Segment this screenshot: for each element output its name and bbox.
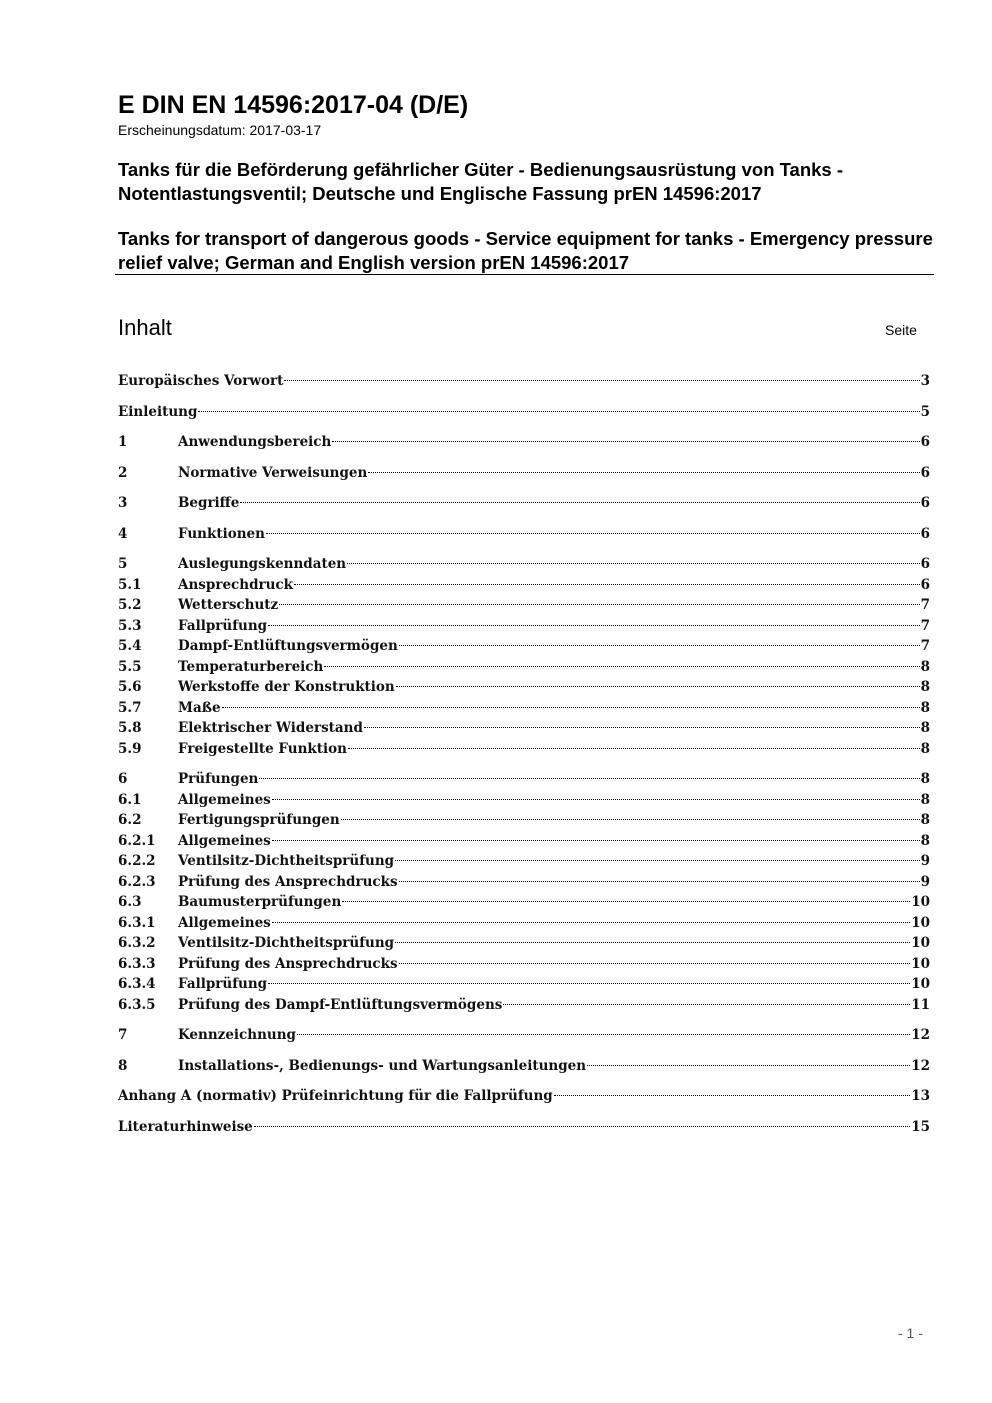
- toc-entry-title: Prüfung des Dampf-Entlüftungsvermögens: [178, 996, 503, 1013]
- toc-entry-page: 15: [911, 1118, 930, 1135]
- toc-entry-page: 9: [920, 873, 930, 890]
- toc-entry[interactable]: [118, 1025, 930, 1046]
- toc-entry-page: 13: [911, 1088, 930, 1104]
- toc-entry[interactable]: [118, 718, 930, 739]
- toc-entry-page: 10: [911, 894, 930, 910]
- toc-entry-page: 10: [911, 935, 930, 951]
- toc-entry-page: 8: [920, 740, 930, 757]
- toc-entry-page: 8: [920, 720, 930, 736]
- toc-entry-page: 6: [920, 576, 930, 593]
- toc-dot-leader: [259, 778, 919, 779]
- toc-entry[interactable]: [118, 1117, 930, 1138]
- toc-entry[interactable]: [118, 872, 930, 893]
- toc-dot-leader: [341, 819, 920, 820]
- table-of-contents: [118, 371, 930, 1137]
- publication-date: Erscheinungsdatum: 2017-03-17: [118, 122, 322, 138]
- toc-entry-page: 8: [920, 771, 930, 787]
- toc-entry-page: 12: [911, 1027, 930, 1043]
- toc-entry[interactable]: [118, 892, 930, 913]
- toc-entry-number: 5.8: [118, 720, 142, 736]
- toc-entry-number: 6.3.2: [118, 935, 156, 951]
- toc-entry-number: 5: [118, 556, 128, 572]
- title-divider: [115, 274, 934, 275]
- toc-entry-number: 4: [118, 525, 128, 542]
- toc-entry-number: 6.3.5: [118, 996, 156, 1013]
- toc-entry-number: 5.2: [118, 597, 142, 613]
- toc-entry-title: Fallprüfung: [178, 976, 268, 992]
- toc-dot-leader: [268, 625, 919, 626]
- toc-entry-page: 6: [920, 525, 930, 542]
- toc-entry[interactable]: [118, 739, 930, 760]
- toc-dot-leader: [399, 963, 911, 964]
- toc-entry-title: Begriffe: [178, 495, 240, 511]
- document-id: E DIN EN 14596:2017-04 (D/E): [118, 91, 469, 119]
- toc-heading: Inhalt: [118, 315, 172, 340]
- toc-dot-leader: [284, 380, 919, 381]
- toc-entry[interactable]: [118, 657, 930, 678]
- toc-dot-leader: [364, 727, 920, 728]
- toc-entry[interactable]: [118, 1056, 930, 1077]
- toc-entry-title: Allgemeines: [178, 832, 271, 849]
- toc-entry-page: 10: [911, 976, 930, 992]
- toc-entry-number: 6.1: [118, 791, 142, 808]
- toc-entry-number: 6.3.4: [118, 976, 156, 992]
- toc-entry-number: 5.6: [118, 679, 142, 695]
- toc-entry[interactable]: [118, 493, 930, 514]
- toc-entry-page: 6: [920, 464, 930, 481]
- toc-entry-page: 7: [920, 617, 930, 634]
- toc-entry-number: 3: [118, 495, 128, 511]
- toc-entry-title: Fallprüfung: [178, 617, 268, 634]
- toc-entry-title: Ventilsitz-Dichtheitsprüfung: [178, 853, 395, 869]
- toc-entry[interactable]: [118, 933, 930, 954]
- toc-dot-leader: [297, 1034, 910, 1035]
- toc-entry-title: Allgemeines: [178, 791, 271, 808]
- toc-page-column-heading: Seite: [885, 322, 917, 338]
- toc-entry-number: 5.3: [118, 617, 142, 634]
- toc-entry[interactable]: [118, 616, 930, 637]
- toc-entry[interactable]: [118, 1086, 930, 1107]
- toc-entry-page: 6: [920, 556, 930, 572]
- toc-entry[interactable]: [118, 677, 930, 698]
- toc-entry[interactable]: [118, 371, 930, 392]
- toc-entry-title: Literaturhinweise: [118, 1118, 253, 1135]
- toc-dot-leader: [332, 441, 919, 442]
- toc-dot-leader: [554, 1095, 910, 1096]
- toc-entry-page: 10: [911, 914, 930, 931]
- toc-entry-title: Baumusterprüfungen: [178, 894, 342, 910]
- toc-entry-number: 5.9: [118, 740, 142, 757]
- toc-dot-leader: [222, 707, 920, 708]
- toc-entry-page: 7: [920, 597, 930, 613]
- toc-entry-title: Normative Verweisungen: [178, 464, 368, 481]
- toc-entry-title: Kennzeichnung: [178, 1027, 296, 1043]
- toc-dot-leader: [266, 533, 920, 534]
- toc-entry[interactable]: [118, 974, 930, 995]
- toc-entry-title: Freigestellte Funktion: [178, 740, 347, 757]
- toc-entry[interactable]: [118, 698, 930, 719]
- toc-entry-title: Funktionen: [178, 525, 265, 542]
- toc-dot-leader: [399, 645, 920, 646]
- toc-entry-number: 6.3.1: [118, 914, 156, 931]
- toc-entry-number: 5.5: [118, 658, 142, 675]
- toc-entry-title: Einleitung: [118, 403, 198, 420]
- toc-entry-title: Ansprechdruck: [178, 576, 294, 593]
- toc-entry[interactable]: [118, 595, 930, 616]
- toc-entry-page: 12: [911, 1057, 930, 1074]
- toc-entry-title: Wetterschutz: [178, 597, 279, 613]
- toc-dot-leader: [240, 502, 919, 503]
- toc-entry-title: Installations-, Bedienungs- und Wartungsanleitungen: [178, 1057, 587, 1074]
- toc-entry[interactable]: [118, 575, 930, 596]
- toc-dot-leader: [503, 1004, 910, 1005]
- toc-entry[interactable]: [118, 995, 930, 1016]
- toc-entry-title: Werkstoffe der Konstruktion: [178, 679, 395, 695]
- toc-entry-page: 8: [920, 791, 930, 808]
- toc-entry-title: Anwendungsbereich: [178, 434, 332, 450]
- toc-entry-number: 5.1: [118, 576, 142, 593]
- toc-entry-title: Temperaturbereich: [178, 658, 324, 675]
- toc-dot-leader: [272, 840, 920, 841]
- toc-entry[interactable]: [118, 432, 930, 453]
- toc-entry-number: 1: [118, 434, 128, 450]
- toc-dot-leader: [294, 584, 920, 585]
- toc-entry[interactable]: [118, 913, 930, 934]
- title-german: Tanks für die Beförderung gefährlicher Güter - Bedienungsausrüstung von Tanks - Notentlastungsventil; Deutsche und Englische Fassung prEN 14596:2017: [118, 159, 844, 204]
- toc-entry-page: 8: [920, 658, 930, 675]
- toc-entry-title: Maße: [178, 699, 221, 716]
- toc-dot-leader: [399, 881, 920, 882]
- toc-entry-number: 6.3: [118, 894, 142, 910]
- toc-entry-title: Auslegungskenndaten: [178, 556, 347, 572]
- toc-entry-title: Elektrischer Widerstand: [178, 720, 363, 736]
- toc-entry-page: 6: [920, 434, 930, 450]
- title-english: Tanks for transport of dangerous goods - Service equipment for tanks - Emergency pressure relief valve; German and English version prEN 14596:2017: [118, 228, 933, 273]
- toc-entry-title: Dampf-Entlüftungsvermögen: [178, 638, 398, 654]
- toc-entry-title: Anhang A (normativ) Prüfeinrichtung für die Fallprüfung: [118, 1088, 553, 1104]
- toc-dot-leader: [587, 1065, 910, 1066]
- toc-dot-leader: [368, 472, 919, 473]
- toc-dot-leader: [279, 604, 919, 605]
- toc-entry-page: 8: [920, 832, 930, 849]
- toc-dot-leader: [347, 563, 919, 564]
- toc-entry-title: Ventilsitz-Dichtheitsprüfung: [178, 935, 395, 951]
- toc-entry-title: Prüfung des Ansprechdrucks: [178, 955, 398, 972]
- toc-entry-title: Prüfungen: [178, 771, 259, 787]
- toc-entry-title: Allgemeines: [178, 914, 271, 931]
- toc-entry[interactable]: [118, 636, 930, 657]
- toc-entry-page: 11: [911, 996, 930, 1013]
- toc-dot-leader: [198, 411, 919, 412]
- toc-entry[interactable]: [118, 790, 930, 811]
- toc-dot-leader: [268, 983, 910, 984]
- toc-entry[interactable]: [118, 831, 930, 852]
- toc-entry-number: 6: [118, 771, 128, 787]
- toc-entry[interactable]: [118, 524, 930, 545]
- toc-dot-leader: [395, 942, 910, 943]
- toc-entry-number: 6.2: [118, 812, 142, 828]
- toc-entry-page: 8: [920, 699, 930, 716]
- page-number: - 1 -: [898, 1325, 923, 1341]
- toc-dot-leader: [396, 686, 920, 687]
- toc-entry-number: 6.3.3: [118, 955, 156, 972]
- toc-dot-leader: [324, 666, 919, 667]
- toc-entry[interactable]: [118, 851, 930, 872]
- toc-entry-title: Prüfung des Ansprechdrucks: [178, 873, 398, 890]
- toc-dot-leader: [272, 799, 920, 800]
- toc-entry[interactable]: [118, 402, 930, 423]
- toc-entry-page: 5: [920, 403, 930, 420]
- toc-dot-leader: [342, 901, 910, 902]
- toc-entry[interactable]: [118, 554, 930, 575]
- toc-entry-number: 6.2.2: [118, 853, 156, 869]
- toc-entry[interactable]: [118, 810, 930, 831]
- toc-entry-number: 5.4: [118, 638, 142, 654]
- toc-entry-page: 9: [920, 853, 930, 869]
- toc-entry-number: 7: [118, 1027, 128, 1043]
- toc-entry-title: Europäisches Vorwort: [118, 373, 284, 389]
- toc-entry-number: 6.2.1: [118, 832, 156, 849]
- toc-entry[interactable]: [118, 463, 930, 484]
- toc-entry-page: 3: [920, 373, 930, 389]
- toc-entry-page: 6: [920, 495, 930, 511]
- toc-entry[interactable]: [118, 954, 930, 975]
- toc-entry-title: Fertigungsprüfungen: [178, 812, 340, 828]
- toc-entry[interactable]: [118, 769, 930, 790]
- toc-entry-page: 10: [911, 955, 930, 972]
- toc-entry-number: 5.7: [118, 699, 142, 716]
- toc-dot-leader: [272, 922, 910, 923]
- toc-dot-leader: [348, 748, 920, 749]
- toc-entry-page: 8: [920, 812, 930, 828]
- toc-dot-leader: [254, 1126, 910, 1127]
- toc-dot-leader: [395, 860, 920, 861]
- toc-entry-number: 6.2.3: [118, 873, 156, 890]
- toc-entry-number: 8: [118, 1057, 128, 1074]
- toc-entry-number: 2: [118, 464, 128, 481]
- toc-entry-page: 8: [920, 679, 930, 695]
- toc-entry-page: 7: [920, 638, 930, 654]
